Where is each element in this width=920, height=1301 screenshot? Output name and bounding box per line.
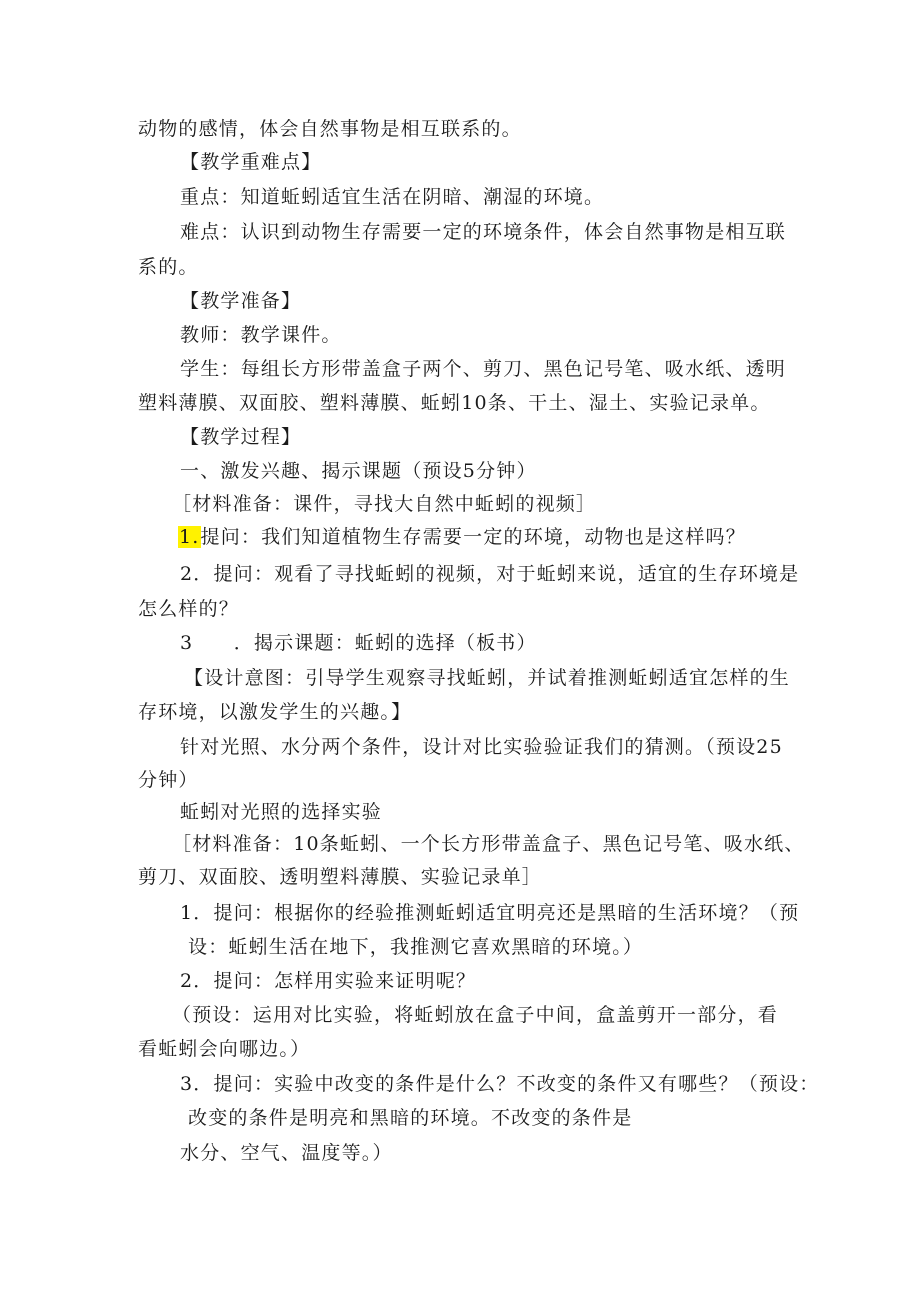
- text-line: 【设计意图：引导学生观察寻找蚯蚓，并试着推测蚯蚓适宜怎样的生: [184, 667, 791, 689]
- text-line: （预设：运用对比实验，将蚯蚓放在盒子中间，盒盖剪开一部分，看: [172, 1004, 779, 1026]
- text-line: 1．提问：根据你的经验推测蚯蚓适宜明亮还是黑暗的生活环境？（预: [180, 902, 800, 924]
- text-line: 蚯蚓对光照的选择实验: [180, 801, 383, 823]
- text-line-content: 提问：我们知道植物生存需要一定的环境，动物也是这样吗？: [200, 526, 746, 548]
- text-line: 看蚯蚓会向哪边。）: [138, 1038, 311, 1060]
- text-line: 重点：知道蚯蚓适宜生活在阴暗、潮湿的环境。: [180, 186, 605, 208]
- text-line: 难点：认识到动物生存需要一定的环境条件，体会自然事物是相互联: [180, 221, 787, 243]
- text-line: 存环境，以激发学生的兴趣。】: [138, 701, 412, 723]
- text-line: ［材料准备：课件，寻找大自然中蚯蚓的视频］: [172, 493, 597, 515]
- text-line: [178, 524, 746, 550]
- text-line: 2．提问：观看了寻找蚯蚓的视频，对于蚯蚓来说，适宜的生存环境是: [180, 563, 800, 585]
- text-line: 动物的感情，体会自然事物是相互联系的。: [138, 118, 522, 140]
- text-line: 2．提问：怎样用实验来证明呢？: [180, 970, 477, 992]
- text-line: 水分、空气、温度等。）: [180, 1142, 393, 1164]
- text-line: 怎么样的？: [138, 598, 240, 620]
- text-line: ［材料准备：10条蚯蚓、一个长方形带盖盒子、黑色记号笔、吸水纸、: [172, 833, 805, 855]
- text-line: 3．提问：实验中改变的条件是什么？不改变的条件又有哪些？（预设：: [180, 1073, 820, 1095]
- section-heading: 【教学过程】: [180, 426, 302, 448]
- text-line: 学生：每组长方形带盖盒子两个、剪刀、黑色记号笔、吸水纸、透明: [180, 358, 787, 380]
- text-line: 针对光照、水分两个条件，设计对比实验验证我们的猜测。（预设25: [180, 736, 783, 758]
- text-line: 一、激发兴趣、揭示课题（预设5分钟）: [180, 460, 537, 482]
- text-line: 教师：教学课件。: [180, 324, 342, 346]
- section-heading: 【教学准备】: [180, 290, 302, 312]
- text-line: 3 ．揭示课题：蚯蚓的选择（板书）: [180, 632, 537, 654]
- highlighted-number: 1.: [179, 526, 200, 548]
- text-line: 改变的条件是明亮和黑暗的环境。不改变的条件是: [188, 1107, 633, 1129]
- text-line: 剪刀、双面胶、透明塑料薄膜、实验记录单］: [138, 866, 543, 888]
- section-heading: 【教学重难点】: [180, 151, 322, 173]
- text-line: 设：蚯蚓生活在地下，我推测它喜欢黑暗的环境。）: [188, 936, 644, 958]
- text-line: 塑料薄膜、双面胶、塑料薄膜、蚯蚓10条、干土、湿土、实验记录单。: [138, 392, 771, 414]
- text-line: 系的。: [138, 256, 199, 278]
- text-line: 分钟）: [138, 769, 199, 791]
